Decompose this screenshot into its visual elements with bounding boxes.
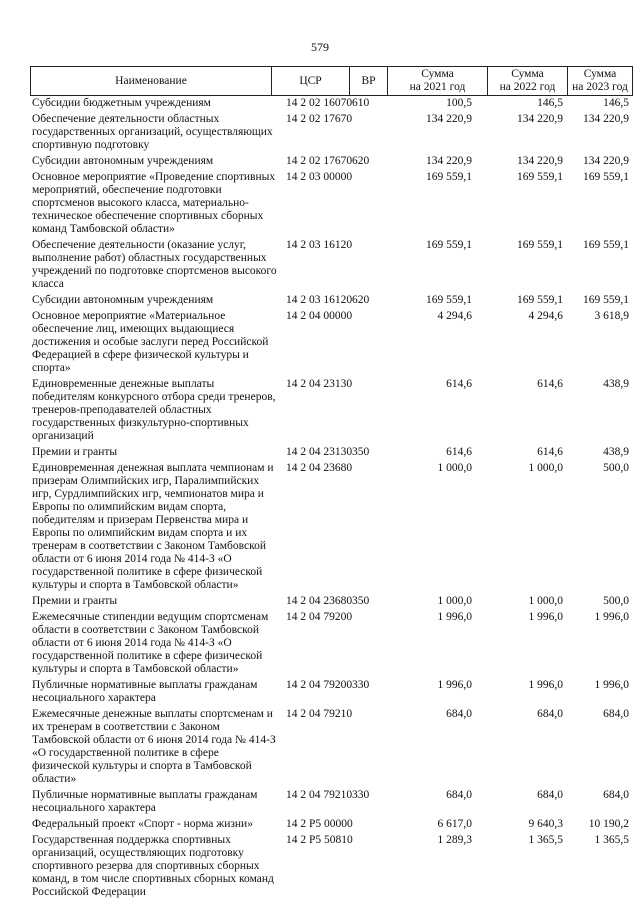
row-sum-2021: 614,6 (446, 446, 472, 458)
row-sum-2021: 1 289,3 (437, 834, 472, 846)
row-csr: 14 2 04 79200 (286, 679, 353, 691)
row-sum-2023: 3 618,9 (594, 310, 629, 322)
row-vr: 330 (352, 679, 370, 691)
header-csr: ЦСР (272, 67, 350, 95)
row-sum-2021: 1 000,0 (437, 595, 472, 607)
row-name: Субсидии автономным учреждениям (32, 294, 214, 306)
header-sum-2021: Сумма на 2021 год (388, 67, 488, 95)
row-name: Субсидии бюджетным учреждениям (32, 97, 211, 109)
row-csr: 14 2 04 23680 (286, 595, 353, 607)
row-sum-2023: 500,0 (603, 462, 629, 474)
row-sum-2021: 1 000,0 (437, 462, 472, 474)
table-row (30, 171, 633, 239)
row-sum-2021: 684,0 (446, 789, 472, 801)
row-csr: 14 2 02 17670 (286, 155, 353, 167)
table-header (30, 66, 633, 96)
row-csr: 14 2 04 23130 (286, 446, 353, 458)
row-sum-2021: 684,0 (446, 708, 472, 720)
row-sum-2023: 500,0 (603, 595, 629, 607)
row-sum-2023: 169 559,1 (583, 294, 629, 306)
row-sum-2021: 169 559,1 (426, 171, 472, 183)
row-sum-2022: 169 559,1 (517, 239, 563, 251)
row-name: Ежемесячные денежные выплаты спортсменам и их тренерам в соответствии с Законом Тамбовской области от 6 июня 2014 года № 414-З «О государственной политике в сфере физической культуры и спорта в Тамбовской области» (32, 708, 276, 785)
row-csr: 14 2 P5 00000 (286, 818, 353, 830)
row-sum-2022: 169 559,1 (517, 171, 563, 183)
page-number: 579 (311, 40, 329, 54)
row-sum-2022: 684,0 (537, 789, 563, 801)
row-sum-2022: 9 640,3 (528, 818, 563, 830)
row-sum-2021: 169 559,1 (426, 294, 472, 306)
row-sum-2023: 1 996,0 (594, 679, 629, 691)
row-sum-2022: 1 996,0 (528, 679, 563, 691)
row-sum-2022: 1 000,0 (528, 462, 563, 474)
table-row (30, 310, 633, 378)
row-sum-2021: 1 996,0 (437, 679, 472, 691)
table-row (30, 446, 633, 462)
row-sum-2022: 614,6 (537, 446, 563, 458)
table-row (30, 378, 633, 446)
row-sum-2021: 4 294,6 (437, 310, 472, 322)
row-name: Публичные нормативные выплаты гражданам несоциального характера (32, 789, 258, 814)
row-vr: 350 (352, 446, 370, 458)
row-name: Государственная поддержка спортивных организаций, осуществляющих подготовку спортивного резерва для спортивных сборных команд, в том числе спортивных сборных команд Российской Федерации (32, 834, 274, 898)
table-row (30, 789, 633, 818)
header-vr: ВР (350, 67, 388, 95)
row-sum-2023: 169 559,1 (583, 171, 629, 183)
row-csr: 14 2 04 79210 (286, 789, 353, 801)
row-csr: 14 2 02 17670 (286, 113, 353, 125)
row-sum-2022: 4 294,6 (528, 310, 563, 322)
header-sum-2023: Сумма на 2023 год (572, 68, 628, 93)
row-name: Публичные нормативные выплаты гражданам несоциального характера (32, 679, 258, 704)
table-row (30, 239, 633, 294)
row-sum-2021: 169 559,1 (426, 239, 472, 251)
row-sum-2023: 438,9 (603, 378, 629, 390)
table-row (30, 611, 633, 679)
table-row (30, 113, 633, 155)
row-sum-2021: 100,5 (446, 97, 472, 109)
table-row (30, 97, 633, 113)
row-sum-2022: 614,6 (537, 378, 563, 390)
row-sum-2021: 134 220,9 (426, 155, 472, 167)
row-sum-2023: 1 365,5 (594, 834, 629, 846)
row-sum-2023: 10 190,2 (588, 818, 629, 830)
row-name: Единовременная денежная выплата чемпионам и призерам Олимпийских игр, Паралимпийских игр, Сурдлимпийских игр, чемпионатов мира и Европы по олимпийским видам спорта, победителям и призерам Первенства мира и Европы по олимпийским видам спорта и их тренерам в соответствии с Законом Тамбовской области от 6 июня 2014 года № 414-З «О государственной политике в сфере физической культуры и спорта в Тамбовской области» (32, 462, 274, 591)
row-name: Обеспечение деятельности областных государственных организаций, осуществляющих спортивную подготовку (32, 113, 273, 151)
row-csr: 14 2 04 79210 (286, 708, 353, 720)
row-csr: 14 2 04 23680 (286, 462, 353, 474)
row-sum-2021: 6 617,0 (437, 818, 472, 830)
row-sum-2023: 134 220,9 (583, 155, 629, 167)
row-sum-2021: 1 996,0 (437, 611, 472, 623)
row-name: Основное мероприятие «Материальное обеспечение лиц, имеющих выдающиеся достижения и особые заслуги перед Российской Федерацией в сфере физической культуры и спорта» (32, 310, 269, 374)
row-vr: 330 (352, 789, 370, 801)
table-row (30, 155, 633, 171)
row-sum-2021: 134 220,9 (426, 113, 472, 125)
row-vr: 620 (352, 294, 370, 306)
row-sum-2023: 684,0 (603, 708, 629, 720)
table-row (30, 595, 633, 611)
row-csr: 14 2 P5 50810 (286, 834, 353, 846)
row-sum-2022: 1 365,5 (528, 834, 563, 846)
row-csr: 14 2 04 23130 (286, 378, 353, 390)
row-sum-2023: 146,5 (603, 97, 629, 109)
table-row (30, 818, 633, 834)
row-name: Обеспечение деятельности (оказание услуг, выполнение работ) областных государственных учреждений по подготовке спортсменов высокого класса (32, 239, 277, 290)
row-sum-2022: 134 220,9 (517, 155, 563, 167)
row-name: Единовременные денежные выплаты победителям конкурсного отбора среди тренеров, тренеров-преподавателей областных государственных физкультурно-спортивных организаций (32, 378, 276, 442)
row-sum-2022: 134 220,9 (517, 113, 563, 125)
table-row (30, 462, 633, 595)
row-sum-2023: 684,0 (603, 789, 629, 801)
row-name: Ежемесячные стипендии ведущим спортсменам области в соответствии с Законом Тамбовской области от 6 июня 2014 года № 414-З «О государственной политике в сфере физической культуры и спорта в Тамбовской области» (32, 611, 269, 675)
table-body (30, 97, 633, 902)
row-name: Основное мероприятие «Проведение спортивных мероприятий, обеспечение подготовки спортсменов высокого класса, материально- техническое обеспечение спортивных сборных команд Тамбовской области» (32, 171, 276, 235)
row-csr: 14 2 04 79200 (286, 611, 353, 623)
header-sum-2022: Сумма на 2022 год (488, 67, 568, 95)
row-name: Премии и гранты (32, 595, 118, 607)
row-sum-2022: 146,5 (537, 97, 563, 109)
row-sum-2022: 169 559,1 (517, 294, 563, 306)
row-sum-2023: 134 220,9 (583, 113, 629, 125)
row-name: Субсидии автономным учреждениям (32, 155, 214, 167)
header-name: Наименование (31, 67, 272, 95)
row-sum-2022: 1 000,0 (528, 595, 563, 607)
row-csr: 14 2 02 16070 (286, 97, 353, 109)
row-sum-2022: 684,0 (537, 708, 563, 720)
row-csr: 14 2 03 16120 (286, 294, 353, 306)
row-csr: 14 2 04 00000 (286, 310, 353, 322)
row-vr: 610 (352, 97, 370, 109)
row-name: Премии и гранты (32, 446, 118, 458)
table-row (30, 834, 633, 902)
row-vr: 350 (352, 595, 370, 607)
table-row (30, 679, 633, 708)
row-name: Федеральный проект «Спорт - норма жизни» (32, 818, 253, 830)
row-csr: 14 2 03 00000 (286, 171, 353, 183)
row-vr: 620 (352, 155, 370, 167)
row-sum-2023: 169 559,1 (583, 239, 629, 251)
row-sum-2021: 614,6 (446, 378, 472, 390)
table-row (30, 708, 633, 789)
row-sum-2023: 1 996,0 (594, 611, 629, 623)
table-row (30, 294, 633, 310)
row-sum-2022: 1 996,0 (528, 611, 563, 623)
row-csr: 14 2 03 16120 (286, 239, 353, 251)
row-sum-2023: 438,9 (603, 446, 629, 458)
